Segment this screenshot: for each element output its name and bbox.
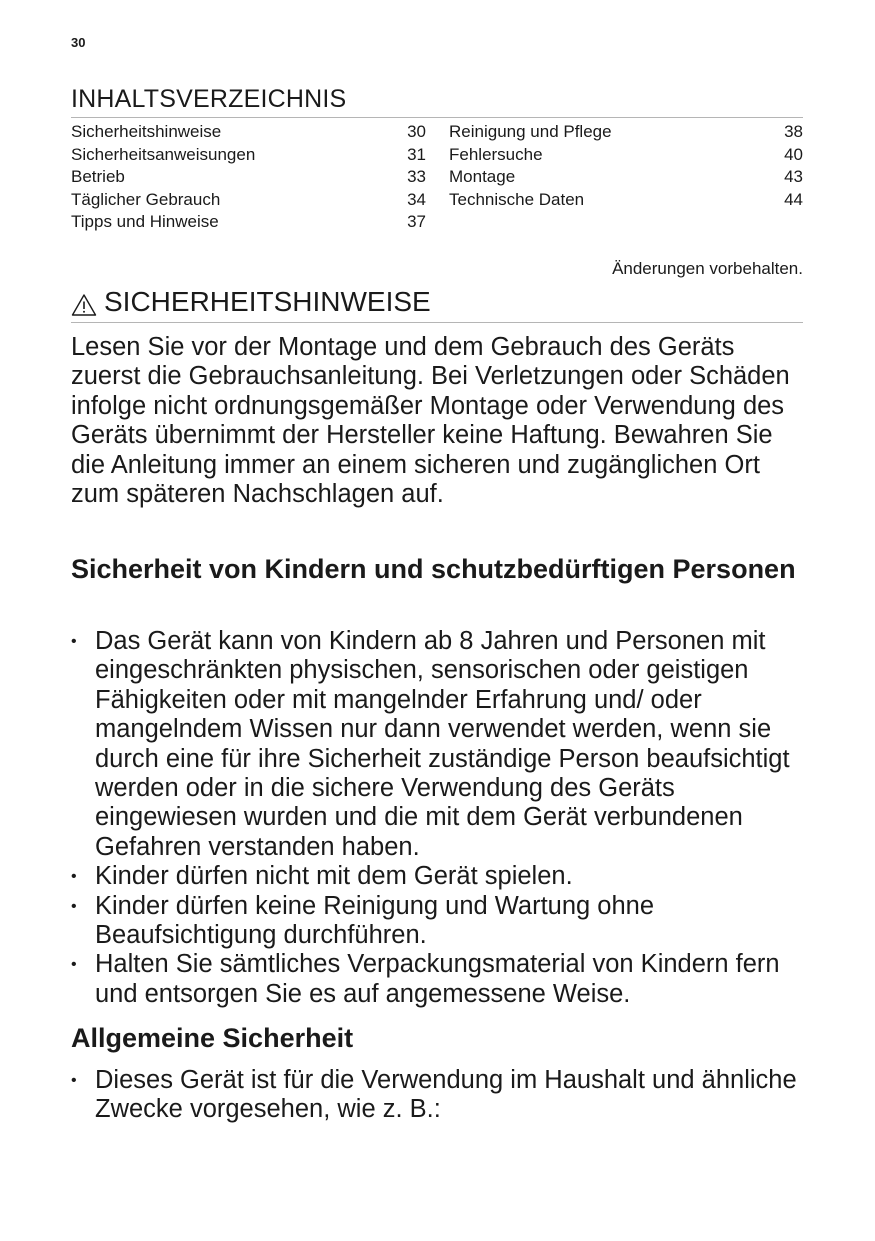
changes-note: Änderungen vorbehalten.: [612, 259, 803, 278]
bullet: •: [71, 633, 77, 650]
bullet: •: [71, 1072, 77, 1089]
toc-entry[interactable]: [449, 189, 803, 212]
general-safety-heading: Allgemeine Sicherheit: [71, 1023, 354, 1053]
toc-entry-label: Sicherheitshinweise: [71, 122, 222, 141]
toc-entry[interactable]: [71, 189, 426, 212]
list-item-text: Kinder dürfen nicht mit dem Gerät spielen.: [95, 862, 573, 891]
toc-entry-page: 33: [407, 167, 426, 186]
toc-entry-label: Täglicher Gebrauch: [71, 189, 221, 209]
list-item: [71, 862, 811, 891]
toc-entry[interactable]: [449, 166, 803, 189]
list-item: [71, 950, 811, 1009]
toc-entry-label: Technische Daten: [449, 189, 585, 209]
list-item-text: Kinder dürfen keine Reinigung und Wartung ohne Beaufsichtigung durchführen.: [95, 891, 655, 950]
list-item: [71, 627, 811, 862]
children-safety-heading: Sicherheit von Kindern und schutzbedürftigen Personen: [71, 554, 796, 584]
toc-entry[interactable]: [71, 166, 426, 189]
toc-entry-page: 38: [784, 122, 803, 141]
bullet: •: [71, 868, 77, 886]
toc-entry[interactable]: [449, 121, 803, 144]
toc-entry[interactable]: [71, 211, 426, 234]
children-safety-list: [71, 627, 811, 1009]
toc-divider: [71, 117, 803, 118]
safety-section-title: [71, 285, 431, 319]
safety-divider: [71, 322, 803, 323]
toc-entry[interactable]: [71, 144, 426, 167]
toc-entry-page: 43: [784, 167, 803, 186]
bullet: •: [71, 897, 77, 915]
list-item-text: Dieses Gerät ist für die Verwendung im Haushalt und ähnliche Zwecke vorgesehen, wie z. B.:: [95, 1066, 797, 1124]
toc-entry[interactable]: [71, 121, 426, 144]
list-item-text: Das Gerät kann von Kindern ab 8 Jahren und Personen mit eingeschränkten physischen, sensorischen oder geistigen Fähigkeiten oder mit mangelnder Erfahrung und/ oder mangelndem Wissen nur dann verwendet werden, wenn sie durch eine für ihre Sicherheit zuständige Person beaufsichtigt werden oder in die sichere Verwendung des Geräts eingewiesen wurden und die mit dem Gerät verbundenen Gefahren verstanden haben.: [95, 627, 790, 861]
toc-entry-label: Montage: [449, 167, 516, 186]
toc-entry[interactable]: [449, 144, 803, 167]
toc-entry-label: Tipps und Hinweise: [71, 212, 219, 231]
toc-entry-label: Reinigung und Pflege: [449, 122, 612, 141]
toc-title: INHALTSVERZEICHNIS: [71, 85, 347, 113]
bullet: •: [71, 956, 77, 974]
general-safety-list: [71, 1066, 811, 1125]
toc-entry-label: Sicherheitsanweisungen: [71, 144, 256, 164]
toc-entry-page: 30: [407, 122, 426, 141]
toc-entry-page: 37: [407, 212, 426, 231]
toc-entry-page: 34: [407, 189, 426, 209]
warning-triangle-icon: [71, 291, 97, 315]
toc-entry-page: 31: [407, 144, 426, 164]
toc-right-column: [449, 121, 803, 211]
list-item: [71, 892, 811, 951]
toc-entry-label: Fehlersuche: [449, 144, 543, 164]
toc-entry-label: Betrieb: [71, 167, 125, 186]
toc-entry-page: 40: [784, 144, 803, 164]
safety-intro: Lesen Sie vor der Montage und dem Gebrauch des Geräts zuerst die Gebrauchsanleitung. Bei Verletzungen oder Schäden infolge nicht ordnungsgemäßer Montage oder Verwendung des Geräts übernimmt der Hersteller keine Haftung. Bewahren Sie die Anleitung immer an einem sicheren und zugänglichen Ort zum späteren Nachschlagen auf.: [71, 333, 790, 509]
toc-entry-page: 44: [784, 189, 803, 209]
list-item: [71, 1066, 811, 1125]
toc-left-column: [71, 121, 426, 234]
safety-title-text: SICHERHEITSHINWEISE: [104, 286, 431, 317]
list-item-text: Halten Sie sämtliches Verpackungsmaterial von Kindern fern und entsorgen Sie es auf angemessene Weise.: [95, 950, 780, 1008]
page-number: 30: [71, 35, 86, 50]
